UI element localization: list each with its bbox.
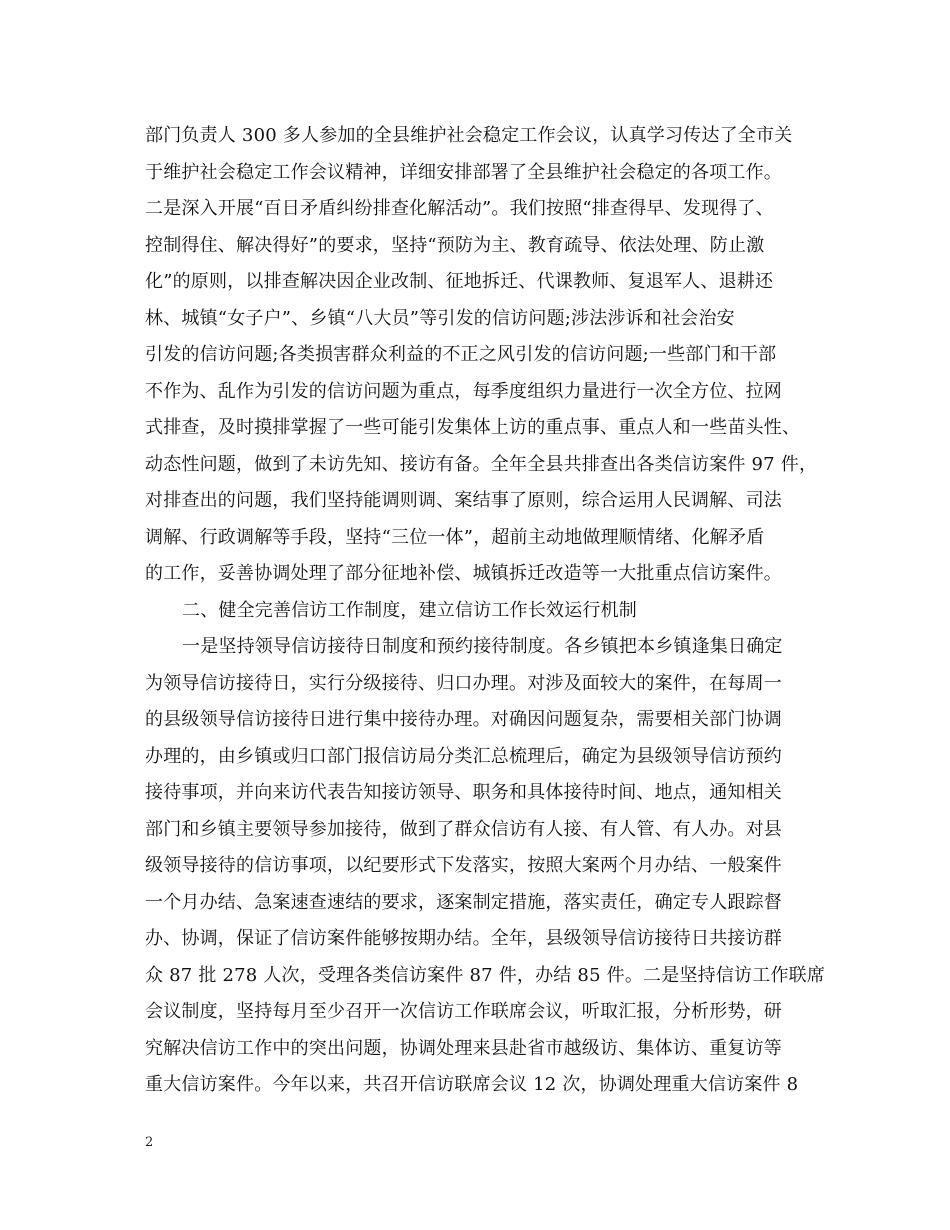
text-line: 究解决信访工作中的突出问题，协调处理来县赴省市越级访、集体访、重复访等 xyxy=(145,1037,782,1059)
text-line: 会议制度，坚持每月至少召开一次信访工作联席会议，听取汇报，分析形势，研 xyxy=(145,1001,782,1022)
text-line: 办、协调，保证了信访案件能够按期办结。全年，县级领导信访接待日共接访群 xyxy=(145,928,782,949)
text-line: 一是坚持领导信访接待日制度和预约接待制度。各乡镇把本乡镇逢集日确定 xyxy=(182,636,783,657)
text-line: 重大信访案件。今年以来，共召开信访联席会议 12 次，协调处理重大信访案件 8 xyxy=(145,1074,799,1095)
text-line: 不作为、乱作为引发的信访问题为重点，每季度组织力量进行一次全方位、拉网 xyxy=(145,380,782,402)
text-line: 部门和乡镇主要领导参加接待，做到了群众信访有人接、有人管、有人办。对县 xyxy=(145,818,782,840)
text-line: 林、城镇“女子户”、乡镇“八大员”等引发的信访问题;涉法涉诉和社会治安 xyxy=(145,307,735,329)
text-line: 引发的信访问题;各类损害群众利益的不正之风引发的信访问题;一些部门和干部 xyxy=(145,344,777,365)
text-line: 办理的，由乡镇或归口部门报信访局分类汇总梳理后，确定为县级领导信访预约 xyxy=(145,745,782,767)
text-line: 为领导信访接待日，实行分级接待、归口办理。对涉及面较大的案件，在每周一 xyxy=(145,672,782,694)
text-line: 的县级领导信访接待日进行集中接待办理。对确因问题复杂，需要相关部门协调 xyxy=(145,709,782,730)
text-line: 一个月办结、急案速查速结的要求，逐案制定措施，落实责任，确定专人跟踪督 xyxy=(145,891,782,913)
text-line: 控制得住、解决得好”的要求，坚持“预防为主、教育疏导、依法处理、防止激 xyxy=(145,234,765,256)
text-line: 式排查，及时摸排掌握了一些可能引发集体上访的重点事、重点人和一些苗头性、 xyxy=(145,417,801,438)
text-line: 众 87 批 278 人次，受理各类信访案件 87 件，办结 85 件。二是坚持信访工作联席 xyxy=(145,964,826,986)
section-heading: 二、健全完善信访工作制度，建立信访工作长效运行机制 xyxy=(182,599,637,621)
text-line: 动态性问题，做到了未访先知、接访有备。全年全县共排查出各类信访案件 97 件， xyxy=(145,453,818,475)
text-line: 调解、行政调解等手段，坚持“三位一体”，超前主动地做理顺情绪、化解矛盾 xyxy=(145,526,765,548)
text-line: 二是深入开展“百日矛盾纠纷排查化解活动”。我们按照“排查得早、发现得了、 xyxy=(145,198,774,219)
text-line: 级领导接待的信访事项，以纪要形式下发落实，按照大案两个月办结、一般案件 xyxy=(145,855,782,876)
text-line: 部门负责人 300 多人参加的全县维护社会稳定工作会议，认真学习传达了全市关 xyxy=(145,125,793,146)
body-text xyxy=(145,118,825,1104)
text-line: 对排查出的问题，我们坚持能调则调、案结事了原则，综合运用人民调解、司法 xyxy=(145,490,782,511)
text-line: 的工作，妥善协调处理了部分征地补偿、城镇拆迁改造等一大批重点信访案件。 xyxy=(145,563,782,584)
text-line: 接待事项，并向来访代表告知接访领导、职务和具体接待时间、地点，通知相关 xyxy=(145,782,782,803)
text-line: 化”的原则，以排查解决因企业改制、征地拆迁、代课教师、复退军人、退耕还 xyxy=(145,271,774,292)
text-line: 于维护社会稳定工作会议精神，详细安排部署了全县维护社会稳定的各项工作。 xyxy=(145,161,782,183)
page-number: 2 xyxy=(145,1135,154,1150)
